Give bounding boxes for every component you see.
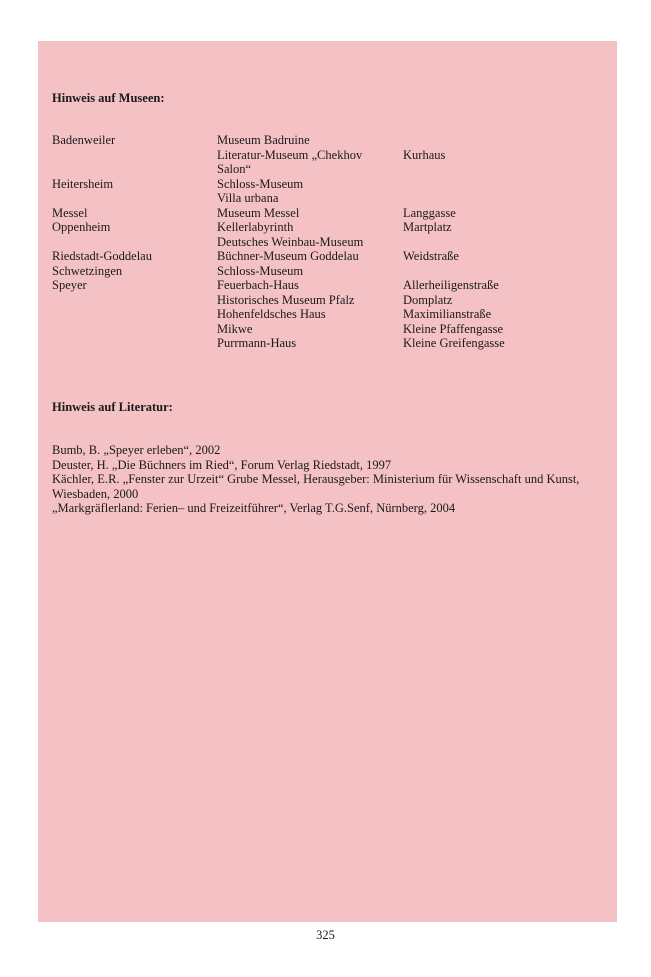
museum-row	[0, 177, 651, 192]
museum-name: Schloss-Museum	[217, 263, 304, 278]
museums-heading: Hinweis auf Museen:	[52, 91, 165, 105]
museum-row	[0, 133, 651, 148]
museum-row	[0, 264, 651, 279]
museum-street: Allerheiligenstraße	[403, 278, 499, 292]
literature-entry: Deuster, H. „Die Büchners im Ried“, Forum Verlag Riedstadt, 1997	[52, 457, 392, 472]
museum-row	[0, 235, 651, 250]
museum-city: Messel	[52, 205, 88, 220]
museum-name: Hohenfeldsches Haus	[217, 307, 326, 321]
page-number: 325	[316, 928, 335, 942]
museum-street: Langgasse	[403, 205, 456, 220]
museum-street: Kleine Greifengasse	[403, 336, 505, 350]
museum-street: Kleine Pfaffengasse	[403, 321, 504, 336]
museum-name: Büchner-Museum Goddelau	[217, 249, 359, 263]
museum-name: Deutsches Weinbau-Museum	[217, 234, 364, 249]
museum-row	[0, 162, 651, 177]
museum-name: Feuerbach-Haus	[217, 278, 299, 292]
museum-street: Martplatz	[403, 220, 452, 234]
museum-name: Literatur-Museum „Chekhov	[217, 147, 363, 162]
literature-entry: Kächler, E.R. „Fenster zur Urzeit“ Grube Messel, Herausgeber: Ministerium für Wissenschaft und Kunst,	[52, 472, 580, 486]
museum-row	[0, 293, 651, 308]
museum-name: Villa urbana	[217, 191, 279, 205]
museum-name: Mikwe	[217, 321, 253, 336]
museum-name: Museum Messel	[217, 205, 300, 220]
museum-city: Schwetzingen	[52, 263, 123, 278]
museum-row	[0, 322, 651, 337]
museum-name: Historisches Museum Pfalz	[217, 292, 355, 307]
museum-name: Salon“	[217, 162, 252, 176]
museum-row	[0, 206, 651, 221]
museum-city: Oppenheim	[52, 220, 111, 234]
museum-name: Museum Badruine	[217, 133, 310, 147]
museum-name: Kellerlabyrinth	[217, 220, 294, 234]
museum-row	[0, 336, 651, 351]
museum-row	[0, 307, 651, 322]
literature-entry: „Markgräflerland: Ferien– und Freizeitführer“, Verlag T.G.Senf, Nürnberg, 2004	[52, 501, 456, 515]
museum-row	[0, 148, 651, 163]
museum-row	[0, 249, 651, 264]
museum-city: Speyer	[52, 278, 87, 292]
literature-entry: Bumb, B. „Speyer erleben“, 2002	[52, 443, 221, 457]
museum-row	[0, 278, 651, 293]
museum-city: Heitersheim	[52, 176, 114, 191]
museum-street: Kurhaus	[403, 147, 446, 162]
museum-row	[0, 220, 651, 235]
museum-row	[0, 191, 651, 206]
museum-name: Purrmann-Haus	[217, 336, 297, 350]
museum-city: Badenweiler	[52, 133, 116, 147]
museum-street: Maximilianstraße	[403, 307, 492, 321]
museum-street: Domplatz	[403, 292, 453, 307]
literature-entry-continuation: Wiesbaden, 2000	[52, 486, 139, 501]
museum-street: Weidstraße	[403, 249, 459, 263]
literature-heading: Hinweis auf Literatur:	[52, 400, 173, 414]
museum-name: Schloss-Museum	[217, 176, 304, 191]
museum-city: Riedstadt-Goddelau	[52, 249, 152, 263]
